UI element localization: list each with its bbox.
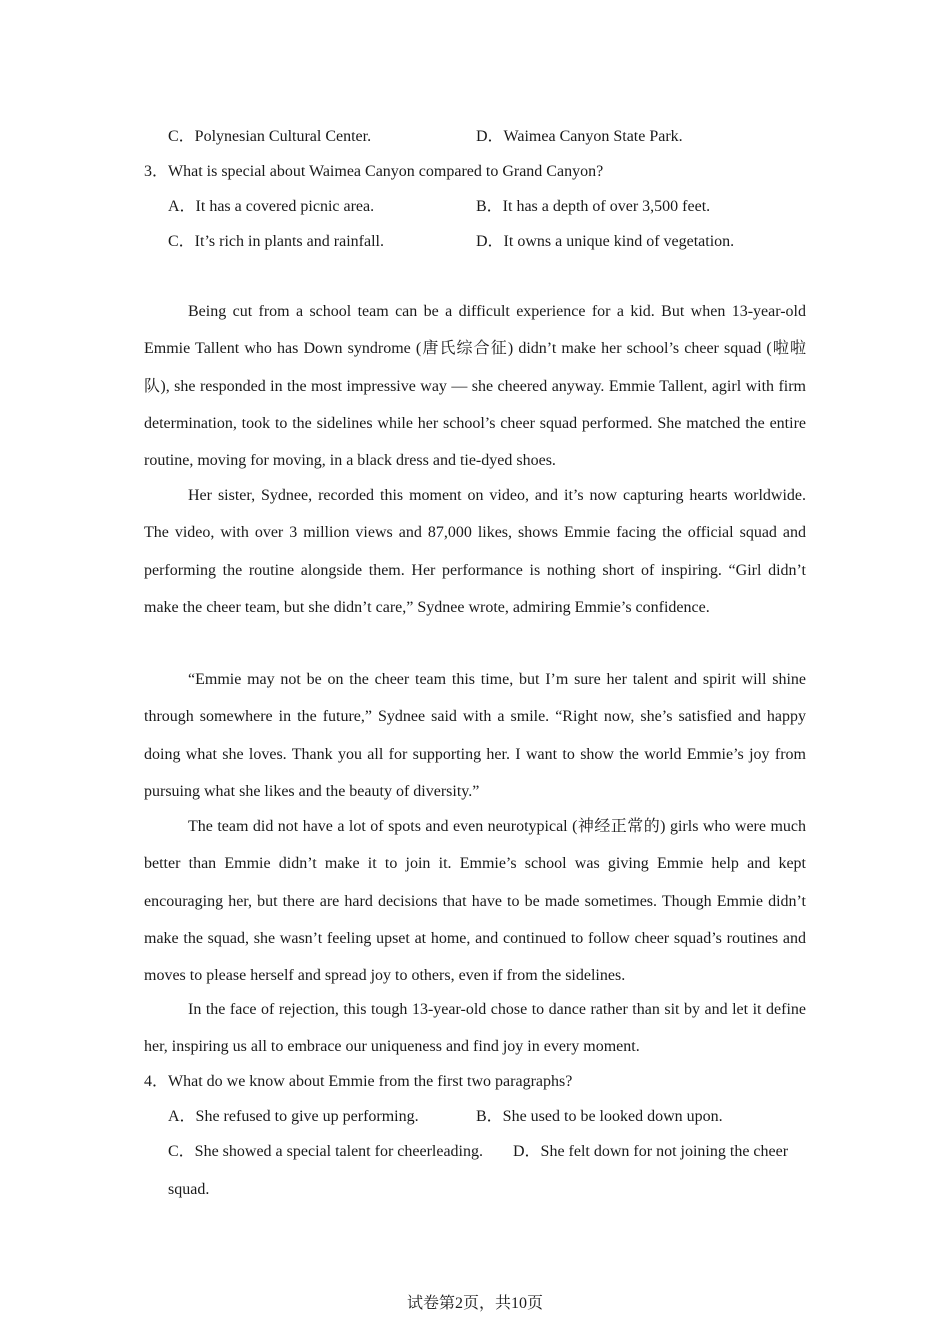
q4-option-a: A．She refused to give up performing. [168, 1108, 419, 1125]
passage-paragraph-5: In the face of rejection, this tough 13-year-old chose to dance rather than sit by and let it define her, inspiring us all to embrace our uniqueness and find joy in every moment. [144, 1001, 806, 1056]
q4-option-d: D．She felt down for not joining the cheer [513, 1143, 789, 1160]
q3-option-d: D．It owns a unique kind of vegetation. [476, 233, 735, 250]
q3-option-c: C．It’s rich in plants and rainfall. [168, 233, 384, 250]
page-footer: 试卷第2页，共10页 [406, 1295, 543, 1312]
passage-paragraph-4: The team did not have a lot of spots and even neurotypical (神经正常的) girls who were much better than Emmie didn’t make it to join it. Emmie’s school was giving Emmie help and kept encouraging her, but there are hard decisions that have to be made sometimes. Though Emmie didn’t make the squad, she wasn’t feeling upset at home, and continued to follow cheer squad’s routines and moves to please herself and spread joy to others, even if from the sidelines. [144, 818, 806, 985]
q4-option-b: B．She used to be looked down upon. [476, 1108, 723, 1125]
q2-option-d: D．Waimea Canyon State Park. [476, 128, 683, 145]
q4-stem: 4．What do we know about Emmie from the first two paragraphs? [144, 1073, 573, 1090]
q3-option-a: A．It has a covered picnic area. [168, 198, 375, 215]
passage-paragraph-1: Being cut from a school team can be a difficult experience for a kid. But when 13-year-old Emmie Tallent who has Down syndrome (唐氏综合征) didn’t make her school’s cheer squad (啦啦队), she responded in the most impressive way — she cheered anyway. Emmie Tallent, agirl with firm determination, took to the sidelines while her school’s cheer squad performed. She matched the entire routine, moving for moving, in a black dress and tie-dyed shoes. [144, 303, 806, 470]
q3-option-b: B．It has a depth of over 3,500 feet. [476, 198, 711, 215]
q2-option-c: C．Polynesian Cultural Center. [168, 128, 372, 145]
q3-stem: 3．What is special about Waimea Canyon compared to Grand Canyon? [144, 163, 604, 180]
q4-option-c: C．She showed a special talent for cheerleading. [168, 1143, 484, 1160]
q4-option-d-continued: squad. [168, 1181, 210, 1198]
passage-paragraph-2: Her sister, Sydnee, recorded this moment on video, and it’s now capturing hearts worldwide. The video, with over 3 million views and 87,000 likes, shows Emmie facing the official squad and performing the routine alongside them. Her performance is nothing short of inspiring. “Girl didn’t make the cheer team, but she didn’t care,” Sydnee wrote, admiring Emmie’s confidence. [144, 487, 806, 616]
passage-paragraph-3: “Emmie may not be on the cheer team this time, but I’m sure her talent and spirit will shine through somewhere in the future,” Sydnee said with a smile. “Right now, she’s satisfied and happy doing what she loves. Thank you all for supporting her. I want to show the world Emmie’s joy from pursuing what she likes and the beauty of diversity.” [144, 671, 806, 800]
